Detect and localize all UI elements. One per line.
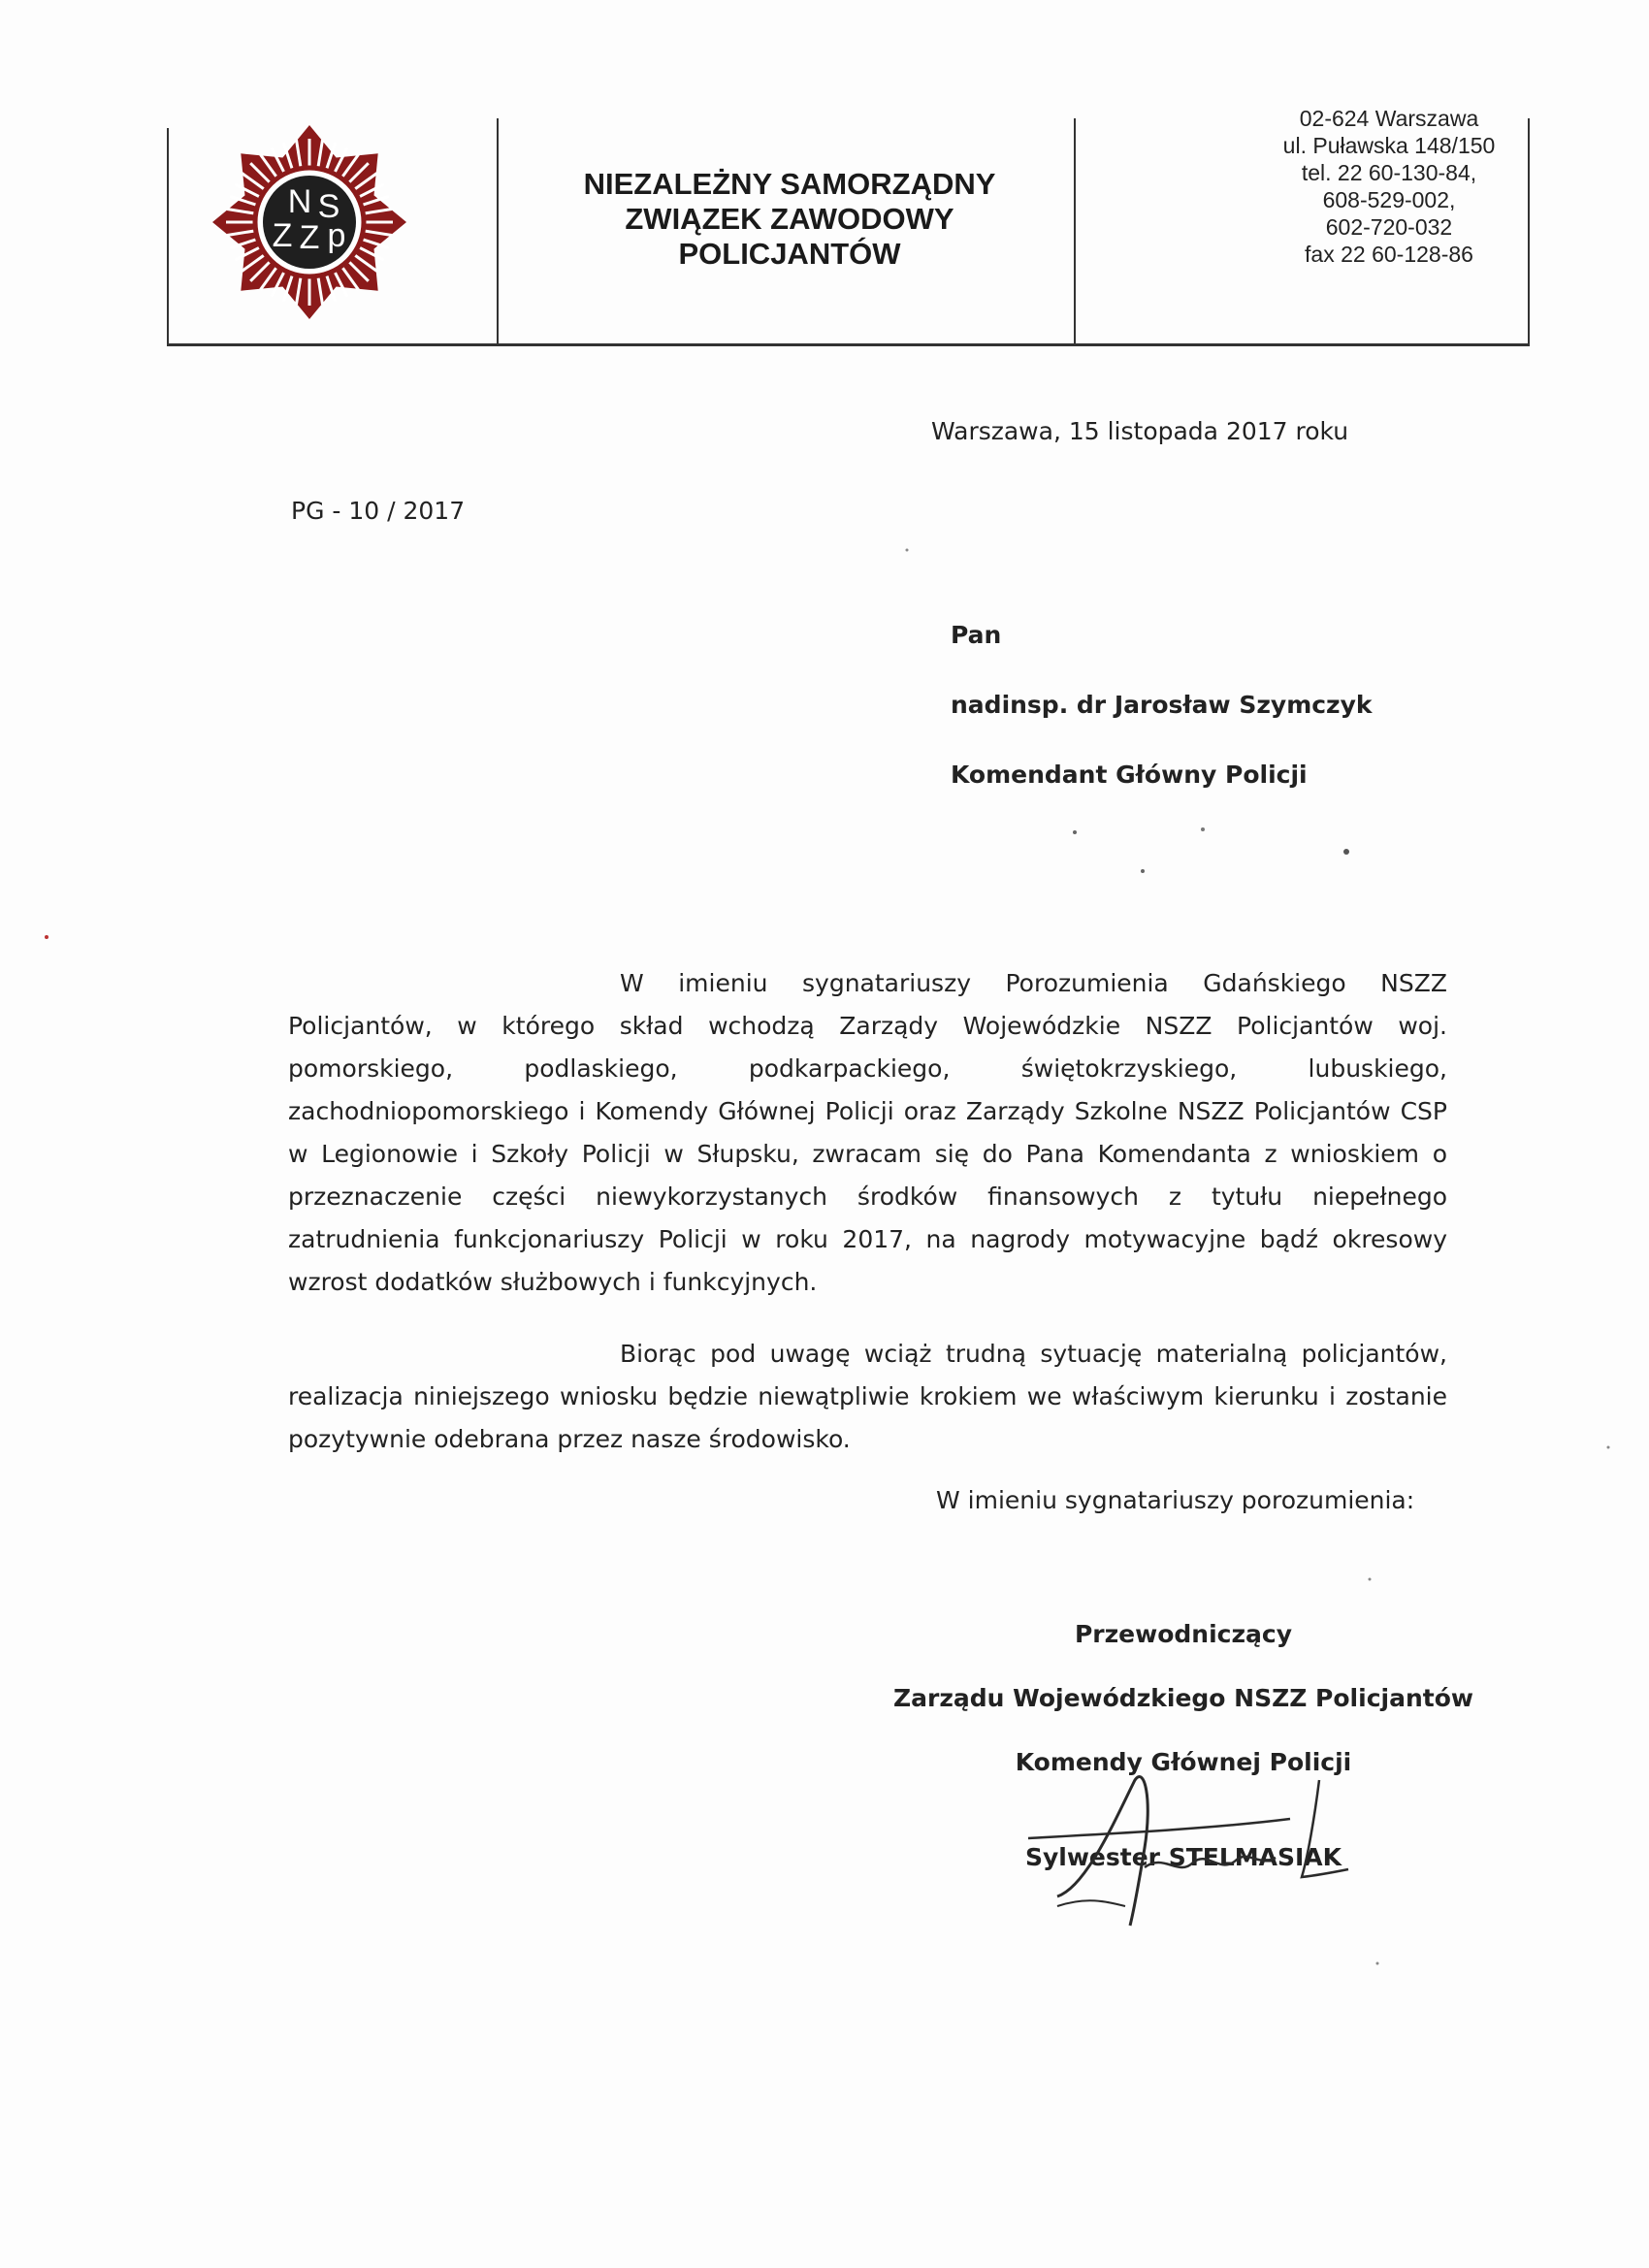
organization-name-line: POLICJANTÓW <box>678 237 901 271</box>
signatory-title: Przewodniczący <box>1074 1620 1293 1648</box>
emblem-letter: S <box>317 188 340 225</box>
handwritten-signature-icon <box>999 1761 1368 1930</box>
contact-info <box>1244 105 1535 268</box>
letterhead-rule <box>167 343 1530 346</box>
emblem-letter: N <box>287 183 312 220</box>
signatory-name: Sylwester STELMASIAK <box>1024 1843 1342 1871</box>
letterhead-divider <box>167 128 169 343</box>
organization-name-line: ZWIĄZEK ZAWODOWY <box>625 202 954 236</box>
closing-line: W imieniu sygnatariuszy porozumienia: <box>936 1486 1415 1514</box>
letterhead-divider <box>1074 118 1076 343</box>
letterhead <box>167 106 1530 345</box>
addressee-salutation: Pan <box>951 621 1002 649</box>
signatory-body: Zarządu Wojewódzkiego NSZZ Policjantów <box>893 1684 1473 1712</box>
emblem-letter: Z <box>299 219 320 256</box>
emblem-letter: p <box>327 217 346 254</box>
signatory-unit: Komendy Głównej Policji <box>1015 1748 1352 1776</box>
body-paragraph: W imieniu sygnatariuszy Porozumienia Gdańskiego NSZZ Policjantów, w którego skład wchodzą Zarządy Wojewódzkie NSZZ Policjantów woj. pomorskiego, podlaskiego, podkarpackiego, świętokrzyskiego, lubuskiego, zachodniopomorskiego i Komendy Głównej Policji oraz Zarządy Szkolne NSZZ Policjantów CSP w Legionowie i Szkoły Policji w Słupsku, zwracam się do Pana Komendanta z wnioskiem o przeznaczenie części niewykorzystanych środków finansowych z tytułu niepełnego zatrudnienia funkcjonariuszy Policji w roku 2017, na nagrody motywacyjne bądź okresowy wzrost dodatków służbowych i funkcyjnych. <box>288 969 1447 1296</box>
organization-name <box>547 167 1032 272</box>
contact-line: fax 22 60-128-86 <box>1305 242 1473 267</box>
letter-date: Warszawa, 15 listopada 2017 roku <box>931 417 1349 445</box>
nszzp-star-emblem-icon <box>210 122 409 322</box>
contact-line: tel. 22 60-130-84, <box>1301 160 1477 185</box>
addressee-block <box>951 621 1373 830</box>
organization-name-line: NIEZALEŻNY SAMORZĄDNY <box>583 167 996 201</box>
addressee-name: nadinsp. dr Jarosław Szymczyk <box>951 691 1373 719</box>
addressee-title: Komendant Główny Policji <box>951 761 1308 789</box>
letterhead-divider <box>497 118 499 343</box>
emblem-letter: Z <box>272 217 293 254</box>
contact-line: 608-529-002, <box>1322 187 1456 212</box>
reference-number: PG - 10 / 2017 <box>291 497 466 525</box>
body-paragraph: Biorąc pod uwagę wciąż trudną sytuację materialną policjantów, realizacja niniejszego wniosku będzie niewątpliwie krokiem we właściwym kierunku i zostanie pozytywnie odebrana przez nasze środowisko. <box>288 1340 1447 1453</box>
contact-line: 602-720-032 <box>1325 214 1453 240</box>
contact-line: ul. Puławska 148/150 <box>1282 133 1496 158</box>
contact-line: 02-624 Warszawa <box>1299 106 1479 131</box>
